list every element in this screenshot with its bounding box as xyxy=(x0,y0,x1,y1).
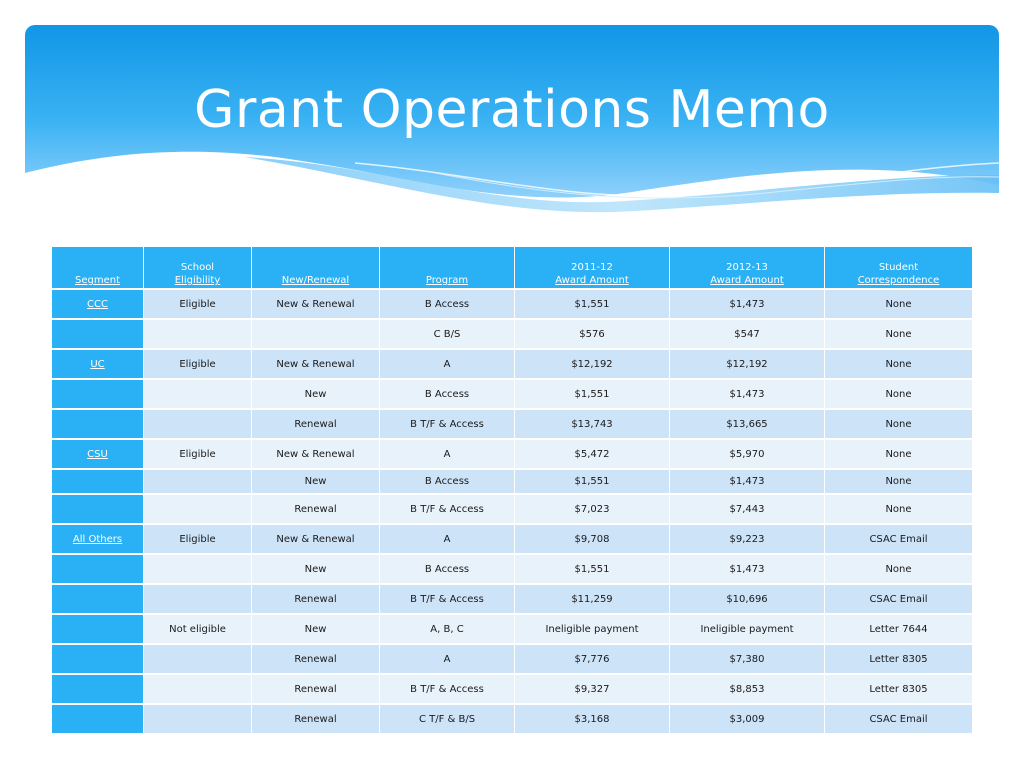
cell-program: A xyxy=(380,645,515,675)
cell-program: B Access xyxy=(380,290,515,320)
cell-segment xyxy=(52,555,144,585)
cell-student-correspondence: Letter 7644 xyxy=(825,615,972,645)
cell-2012-13-award: $1,473 xyxy=(670,290,825,320)
cell-2012-13-award: $547 xyxy=(670,320,825,350)
table-row xyxy=(52,585,972,615)
cell-2012-13-award: $10,696 xyxy=(670,585,825,615)
cell-school-eligibility xyxy=(144,585,252,615)
cell-student-correspondence: None xyxy=(825,470,972,495)
cell-student-correspondence: None xyxy=(825,410,972,440)
table-row xyxy=(52,290,972,320)
table-row xyxy=(52,675,972,705)
cell-2011-12-award: $1,551 xyxy=(515,470,670,495)
cell-student-correspondence: None xyxy=(825,320,972,350)
cell-2011-12-award: $7,023 xyxy=(515,495,670,525)
cell-school-eligibility xyxy=(144,380,252,410)
cell-student-correspondence: CSAC Email xyxy=(825,705,972,735)
header-program: Program xyxy=(380,247,515,290)
table-row xyxy=(52,320,972,350)
cell-student-correspondence: None xyxy=(825,350,972,380)
cell-school-eligibility xyxy=(144,555,252,585)
cell-student-correspondence: None xyxy=(825,440,972,470)
header-school-eligibility: School Eligibility xyxy=(144,247,252,290)
table-row xyxy=(52,645,972,675)
table-row xyxy=(52,380,972,410)
cell-2012-13-award: $7,380 xyxy=(670,645,825,675)
cell-program: A xyxy=(380,525,515,555)
cell-new-renewal: New & Renewal xyxy=(252,525,380,555)
cell-school-eligibility xyxy=(144,470,252,495)
cell-2011-12-award: $3,168 xyxy=(515,705,670,735)
cell-program: B T/F & Access xyxy=(380,410,515,440)
table-row xyxy=(52,615,972,645)
cell-2012-13-award: $13,665 xyxy=(670,410,825,440)
cell-2012-13-award: $8,853 xyxy=(670,675,825,705)
cell-2011-12-award: Ineligible payment xyxy=(515,615,670,645)
cell-new-renewal: Renewal xyxy=(252,410,380,440)
cell-2011-12-award: $1,551 xyxy=(515,555,670,585)
header-2011-12-award: 2011-12 Award Amount xyxy=(515,247,670,290)
cell-segment xyxy=(52,705,144,735)
cell-student-correspondence: CSAC Email xyxy=(825,585,972,615)
cell-segment xyxy=(52,645,144,675)
cell-2012-13-award: $9,223 xyxy=(670,525,825,555)
cell-new-renewal: New & Renewal xyxy=(252,350,380,380)
cell-student-correspondence: Letter 8305 xyxy=(825,645,972,675)
cell-segment xyxy=(52,320,144,350)
cell-school-eligibility: Eligible xyxy=(144,290,252,320)
table-row xyxy=(52,410,972,440)
cell-new-renewal: Renewal xyxy=(252,585,380,615)
cell-school-eligibility xyxy=(144,320,252,350)
cell-2011-12-award: $9,708 xyxy=(515,525,670,555)
table-row xyxy=(52,470,972,495)
cell-school-eligibility xyxy=(144,495,252,525)
cell-2012-13-award: $12,192 xyxy=(670,350,825,380)
cell-student-correspondence: Letter 8305 xyxy=(825,675,972,705)
cell-program: B T/F & Access xyxy=(380,675,515,705)
table-body xyxy=(52,290,972,735)
cell-student-correspondence: None xyxy=(825,290,972,320)
cell-new-renewal xyxy=(252,320,380,350)
table-row xyxy=(52,525,972,555)
table-row xyxy=(52,555,972,585)
cell-segment: CCC xyxy=(52,290,144,320)
cell-new-renewal: New & Renewal xyxy=(252,290,380,320)
cell-school-eligibility: Eligible xyxy=(144,525,252,555)
cell-program: A, B, C xyxy=(380,615,515,645)
cell-2011-12-award: $576 xyxy=(515,320,670,350)
cell-new-renewal: New xyxy=(252,470,380,495)
cell-segment xyxy=(52,675,144,705)
cell-2012-13-award: Ineligible payment xyxy=(670,615,825,645)
table-row xyxy=(52,495,972,525)
cell-school-eligibility xyxy=(144,675,252,705)
cell-segment xyxy=(52,495,144,525)
cell-school-eligibility: Eligible xyxy=(144,350,252,380)
table-row xyxy=(52,705,972,735)
cell-2011-12-award: $9,327 xyxy=(515,675,670,705)
cell-program: B Access xyxy=(380,380,515,410)
cell-school-eligibility xyxy=(144,410,252,440)
cell-2012-13-award: $3,009 xyxy=(670,705,825,735)
grant-operations-table xyxy=(52,247,972,735)
cell-2012-13-award: $7,443 xyxy=(670,495,825,525)
cell-segment xyxy=(52,585,144,615)
cell-2012-13-award: $1,473 xyxy=(670,470,825,495)
cell-school-eligibility: Not eligible xyxy=(144,615,252,645)
cell-school-eligibility: Eligible xyxy=(144,440,252,470)
cell-2011-12-award: $1,551 xyxy=(515,290,670,320)
cell-2011-12-award: $5,472 xyxy=(515,440,670,470)
cell-student-correspondence: None xyxy=(825,555,972,585)
cell-school-eligibility xyxy=(144,705,252,735)
cell-new-renewal: Renewal xyxy=(252,705,380,735)
cell-program: B T/F & Access xyxy=(380,495,515,525)
slide-title: Grant Operations Memo xyxy=(194,80,830,140)
cell-segment: CSU xyxy=(52,440,144,470)
cell-2012-13-award: $1,473 xyxy=(670,555,825,585)
cell-new-renewal: New xyxy=(252,615,380,645)
header-student-correspondence: Student Correspondence xyxy=(825,247,972,290)
cell-program: B Access xyxy=(380,555,515,585)
cell-program: A xyxy=(380,440,515,470)
cell-program: A xyxy=(380,350,515,380)
cell-segment xyxy=(52,615,144,645)
cell-student-correspondence: CSAC Email xyxy=(825,525,972,555)
cell-program: C B/S xyxy=(380,320,515,350)
table-row xyxy=(52,440,972,470)
header-segment: Segment xyxy=(52,247,144,290)
cell-new-renewal: New xyxy=(252,380,380,410)
header-new-renewal: New/Renewal xyxy=(252,247,380,290)
cell-new-renewal: New xyxy=(252,555,380,585)
cell-2011-12-award: $7,776 xyxy=(515,645,670,675)
cell-2011-12-award: $1,551 xyxy=(515,380,670,410)
cell-segment xyxy=(52,410,144,440)
cell-segment: All Others xyxy=(52,525,144,555)
cell-new-renewal: Renewal xyxy=(252,645,380,675)
cell-student-correspondence: None xyxy=(825,495,972,525)
cell-segment: UC xyxy=(52,350,144,380)
cell-2011-12-award: $11,259 xyxy=(515,585,670,615)
cell-2012-13-award: $1,473 xyxy=(670,380,825,410)
table-header-row xyxy=(52,247,972,290)
header-2012-13-award: 2012-13 Award Amount xyxy=(670,247,825,290)
cell-new-renewal: New & Renewal xyxy=(252,440,380,470)
cell-new-renewal: Renewal xyxy=(252,675,380,705)
cell-2011-12-award: $13,743 xyxy=(515,410,670,440)
cell-segment xyxy=(52,470,144,495)
cell-2012-13-award: $5,970 xyxy=(670,440,825,470)
cell-student-correspondence: None xyxy=(825,380,972,410)
cell-program: B Access xyxy=(380,470,515,495)
cell-new-renewal: Renewal xyxy=(252,495,380,525)
cell-school-eligibility xyxy=(144,645,252,675)
cell-segment xyxy=(52,380,144,410)
cell-2011-12-award: $12,192 xyxy=(515,350,670,380)
cell-program: B T/F & Access xyxy=(380,585,515,615)
grant-table-container xyxy=(52,247,972,735)
cell-program: C T/F & B/S xyxy=(380,705,515,735)
table-row xyxy=(52,350,972,380)
